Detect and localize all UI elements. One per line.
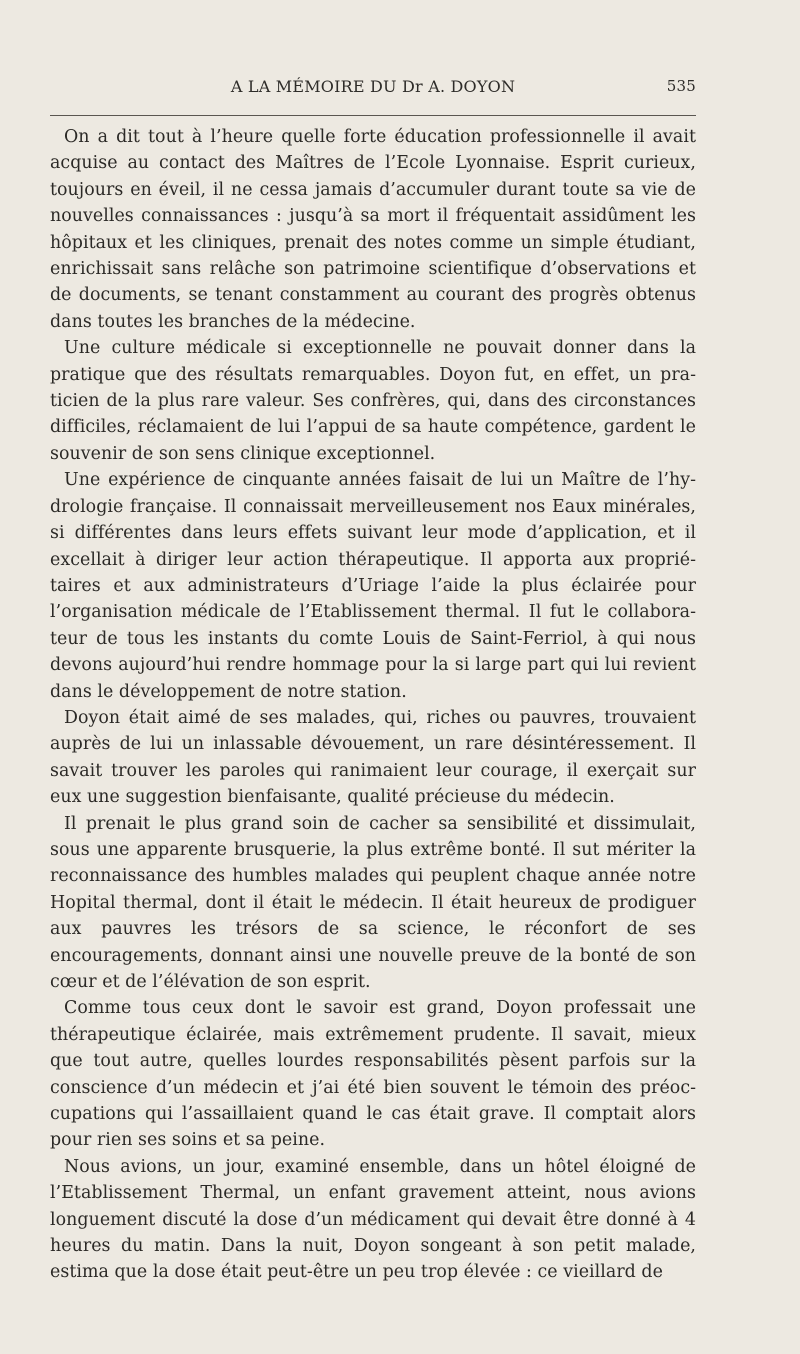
paragraph: Comme tous ceux dont le savoir est grand, Doyon professait une thérapeutique éclairée, mais extrêmement prudente. Il savait, mieux que tout autre, quelles lourdes responsabilités pèsent parfois sur la conscience d’un médecin et j’ai été bien souvent le témoin des préoccupations qui l’assaillaient quand le cas était grave. Il comptait alors pour rien ses soins et sa peine. [50, 998, 696, 1151]
paragraph: Une expérience de cinquante années faisait de lui un Maître de l’hydrologie française. Il connaissait merveilleusement nos Eaux minérales, si différentes dans leurs effets suivant leur mode d’application, et il excellait à diriger leur action thérapeutique. Il apporta aux propriétaires et aux administrateurs d’Uriage l’aide la plus éclairée pour l’organisation médicale de l’Etablissement thermal. Il fut le collaborateur de tous les instants du comte Louis de Saint-Ferriol, à qui nous devons aujourd’hui rendre hommage pour la si large part qui lui revient dans le développement de notre station. [50, 470, 696, 702]
paragraph: Une culture médicale si exceptionnelle ne pouvait donner dans la pratique que des résultats remarquables. Doyon fut, en effet, un praticien de la plus rare valeur. Ses confrères, qui, dans des circonstances difficiles, réclamaient de lui l’appui de sa haute compétence, gardent le souvenir de son sens clinique exceptionnel. [50, 338, 696, 464]
page-number: 535 [666, 77, 696, 95]
running-title: A LA MÉMOIRE DU Dr A. DOYON [230, 77, 516, 96]
body-text [50, 124, 696, 1286]
paragraph: On a dit tout à l’heure quelle forte éducation professionnelle il avait acquise au contact des Maîtres de l’Ecole Lyonnaise. Esprit curieux, toujours en éveil, il ne cessa jamais d’accumuler durant toute sa vie de nouvelles connaissances : jusqu’à sa mort il fréquentait assidûment les hôpitaux et les cliniques, prenait des notes comme un simple étudiant, enrichissait sans relâche son patrimoine scientifique d’observations et de documents, se tenant constamment au courant des progrès obtenus dans toutes les branches de la médecine. [50, 127, 696, 332]
paragraph: Doyon était aimé de ses malades, qui, riches ou pauvres, trouvaient auprès de lui un inlassable dévouement, un rare désintéressement. Il savait trouver les paroles qui ranimaient leur courage, il exerçait sur eux une suggestion bienfaisante, qualité précieuse du médecin. [50, 707, 696, 808]
paragraph: Nous avions, un jour, examiné ensemble, dans un hôtel éloigné de l’Etablissement Thermal, un enfant gravement atteint, nous avions longuement discuté la dose d’un médicament qui devait être donné à 4 heures du matin. Dans la nuit, Doyon songeant à son petit malade, estima que la dose était peut-être un peu trop élevée : ce vieillard de [50, 1156, 696, 1283]
running-head [50, 73, 696, 101]
paragraph: Il prenait le plus grand soin de cacher sa sensibilité et dissimulait, sous une apparente brusquerie, la plus extrême bonté. Il sut mériter la reconnaissance des humbles malades qui peuplent chaque année notre Hopital thermal, dont il était le médecin. Il était heureux de prodiguer aux pauvres les trésors de sa science, le réconfort de ses encouragements, donnant ainsi une nouvelle preuve de la bonté de son cœur et de l’élévation de son esprit. [50, 813, 696, 992]
header-rule [50, 115, 696, 116]
